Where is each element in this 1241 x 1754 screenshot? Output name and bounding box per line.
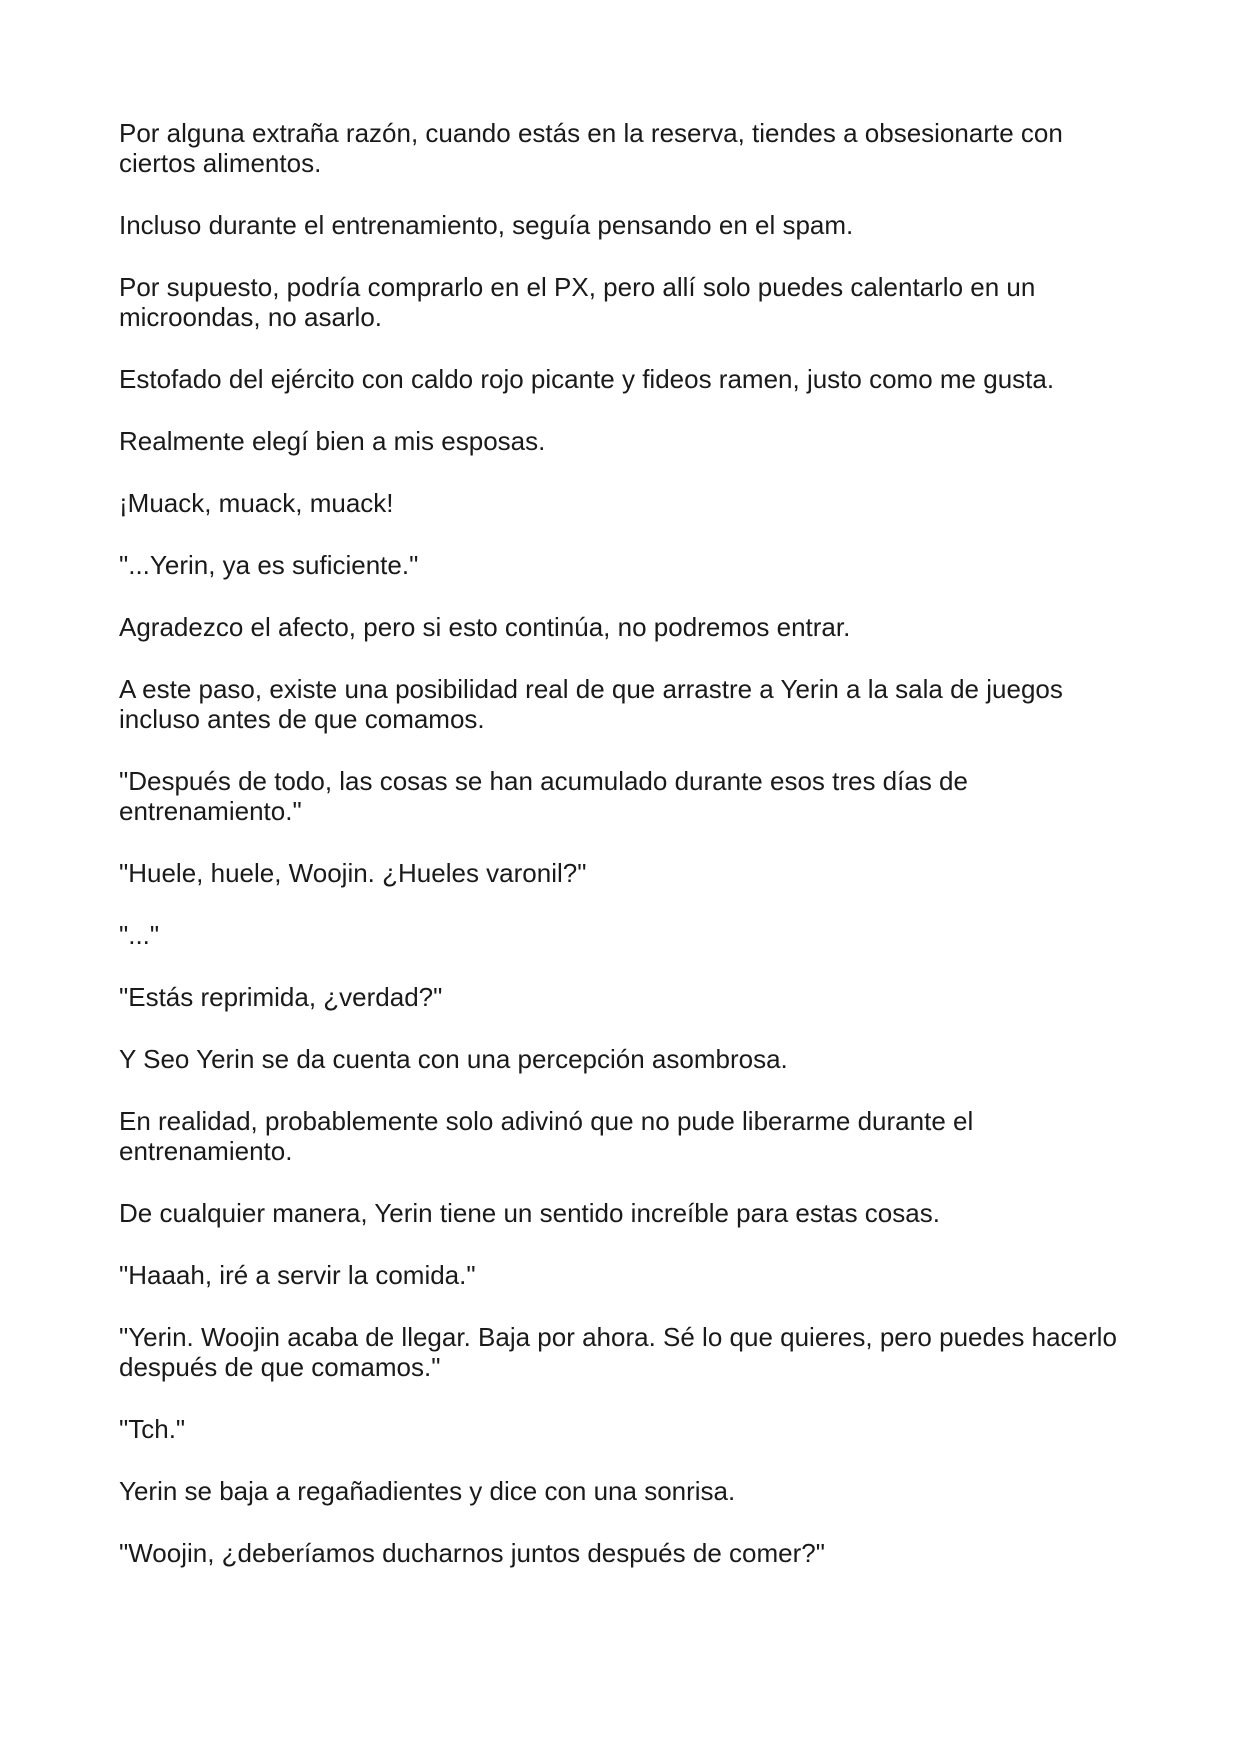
paragraph: Agradezco el afecto, pero si esto continúa, no podremos entrar. <box>119 612 851 642</box>
paragraph: "Haaah, iré a servir la comida." <box>119 1260 476 1290</box>
paragraph: Y Seo Yerin se da cuenta con una percepción asombrosa. <box>119 1044 788 1074</box>
paragraph: Yerin se baja a regañadientes y dice con una sonrisa. <box>119 1476 736 1506</box>
paragraph: A este paso, existe una posibilidad real de que arrastre a Yerin a la sala de juegos incluso antes de que comamos. <box>119 674 1063 734</box>
paragraph: "Woojin, ¿deberíamos ducharnos juntos después de comer?" <box>119 1538 825 1568</box>
paragraph: "Después de todo, las cosas se han acumulado durante esos tres días de entrenamiento." <box>119 766 968 826</box>
paragraph: En realidad, probablemente solo adivinó que no pude liberarme durante el entrenamiento. <box>119 1106 974 1166</box>
paragraph: "Huele, huele, Woojin. ¿Hueles varonil?" <box>119 858 587 888</box>
paragraph: "Tch." <box>119 1414 186 1444</box>
paragraph: De cualquier manera, Yerin tiene un sentido increíble para estas cosas. <box>119 1198 940 1228</box>
paragraph: "..." <box>119 920 160 950</box>
paragraph: Por alguna extraña razón, cuando estás en la reserva, tiendes a obsesionarte con ciertos alimentos. <box>119 118 1063 178</box>
paragraph: Por supuesto, podría comprarlo en el PX, pero allí solo puedes calentarlo en un microondas, no asarlo. <box>119 272 1036 332</box>
paragraph: "...Yerin, ya es suficiente." <box>119 550 419 580</box>
paragraph: Incluso durante el entrenamiento, seguía pensando en el spam. <box>119 210 854 240</box>
paragraph: Estofado del ejército con caldo rojo picante y fideos ramen, justo como me gusta. <box>119 364 1055 394</box>
paragraph: "Yerin. Woojin acaba de llegar. Baja por ahora. Sé lo que quieres, pero puedes hacerlo después de que comamos." <box>119 1322 1117 1382</box>
paragraph: "Estás reprimida, ¿verdad?" <box>119 982 443 1012</box>
paragraph: Realmente elegí bien a mis esposas. <box>119 426 546 456</box>
paragraph: ¡Muack, muack, muack! <box>119 488 394 518</box>
document-body <box>119 118 1139 1600</box>
